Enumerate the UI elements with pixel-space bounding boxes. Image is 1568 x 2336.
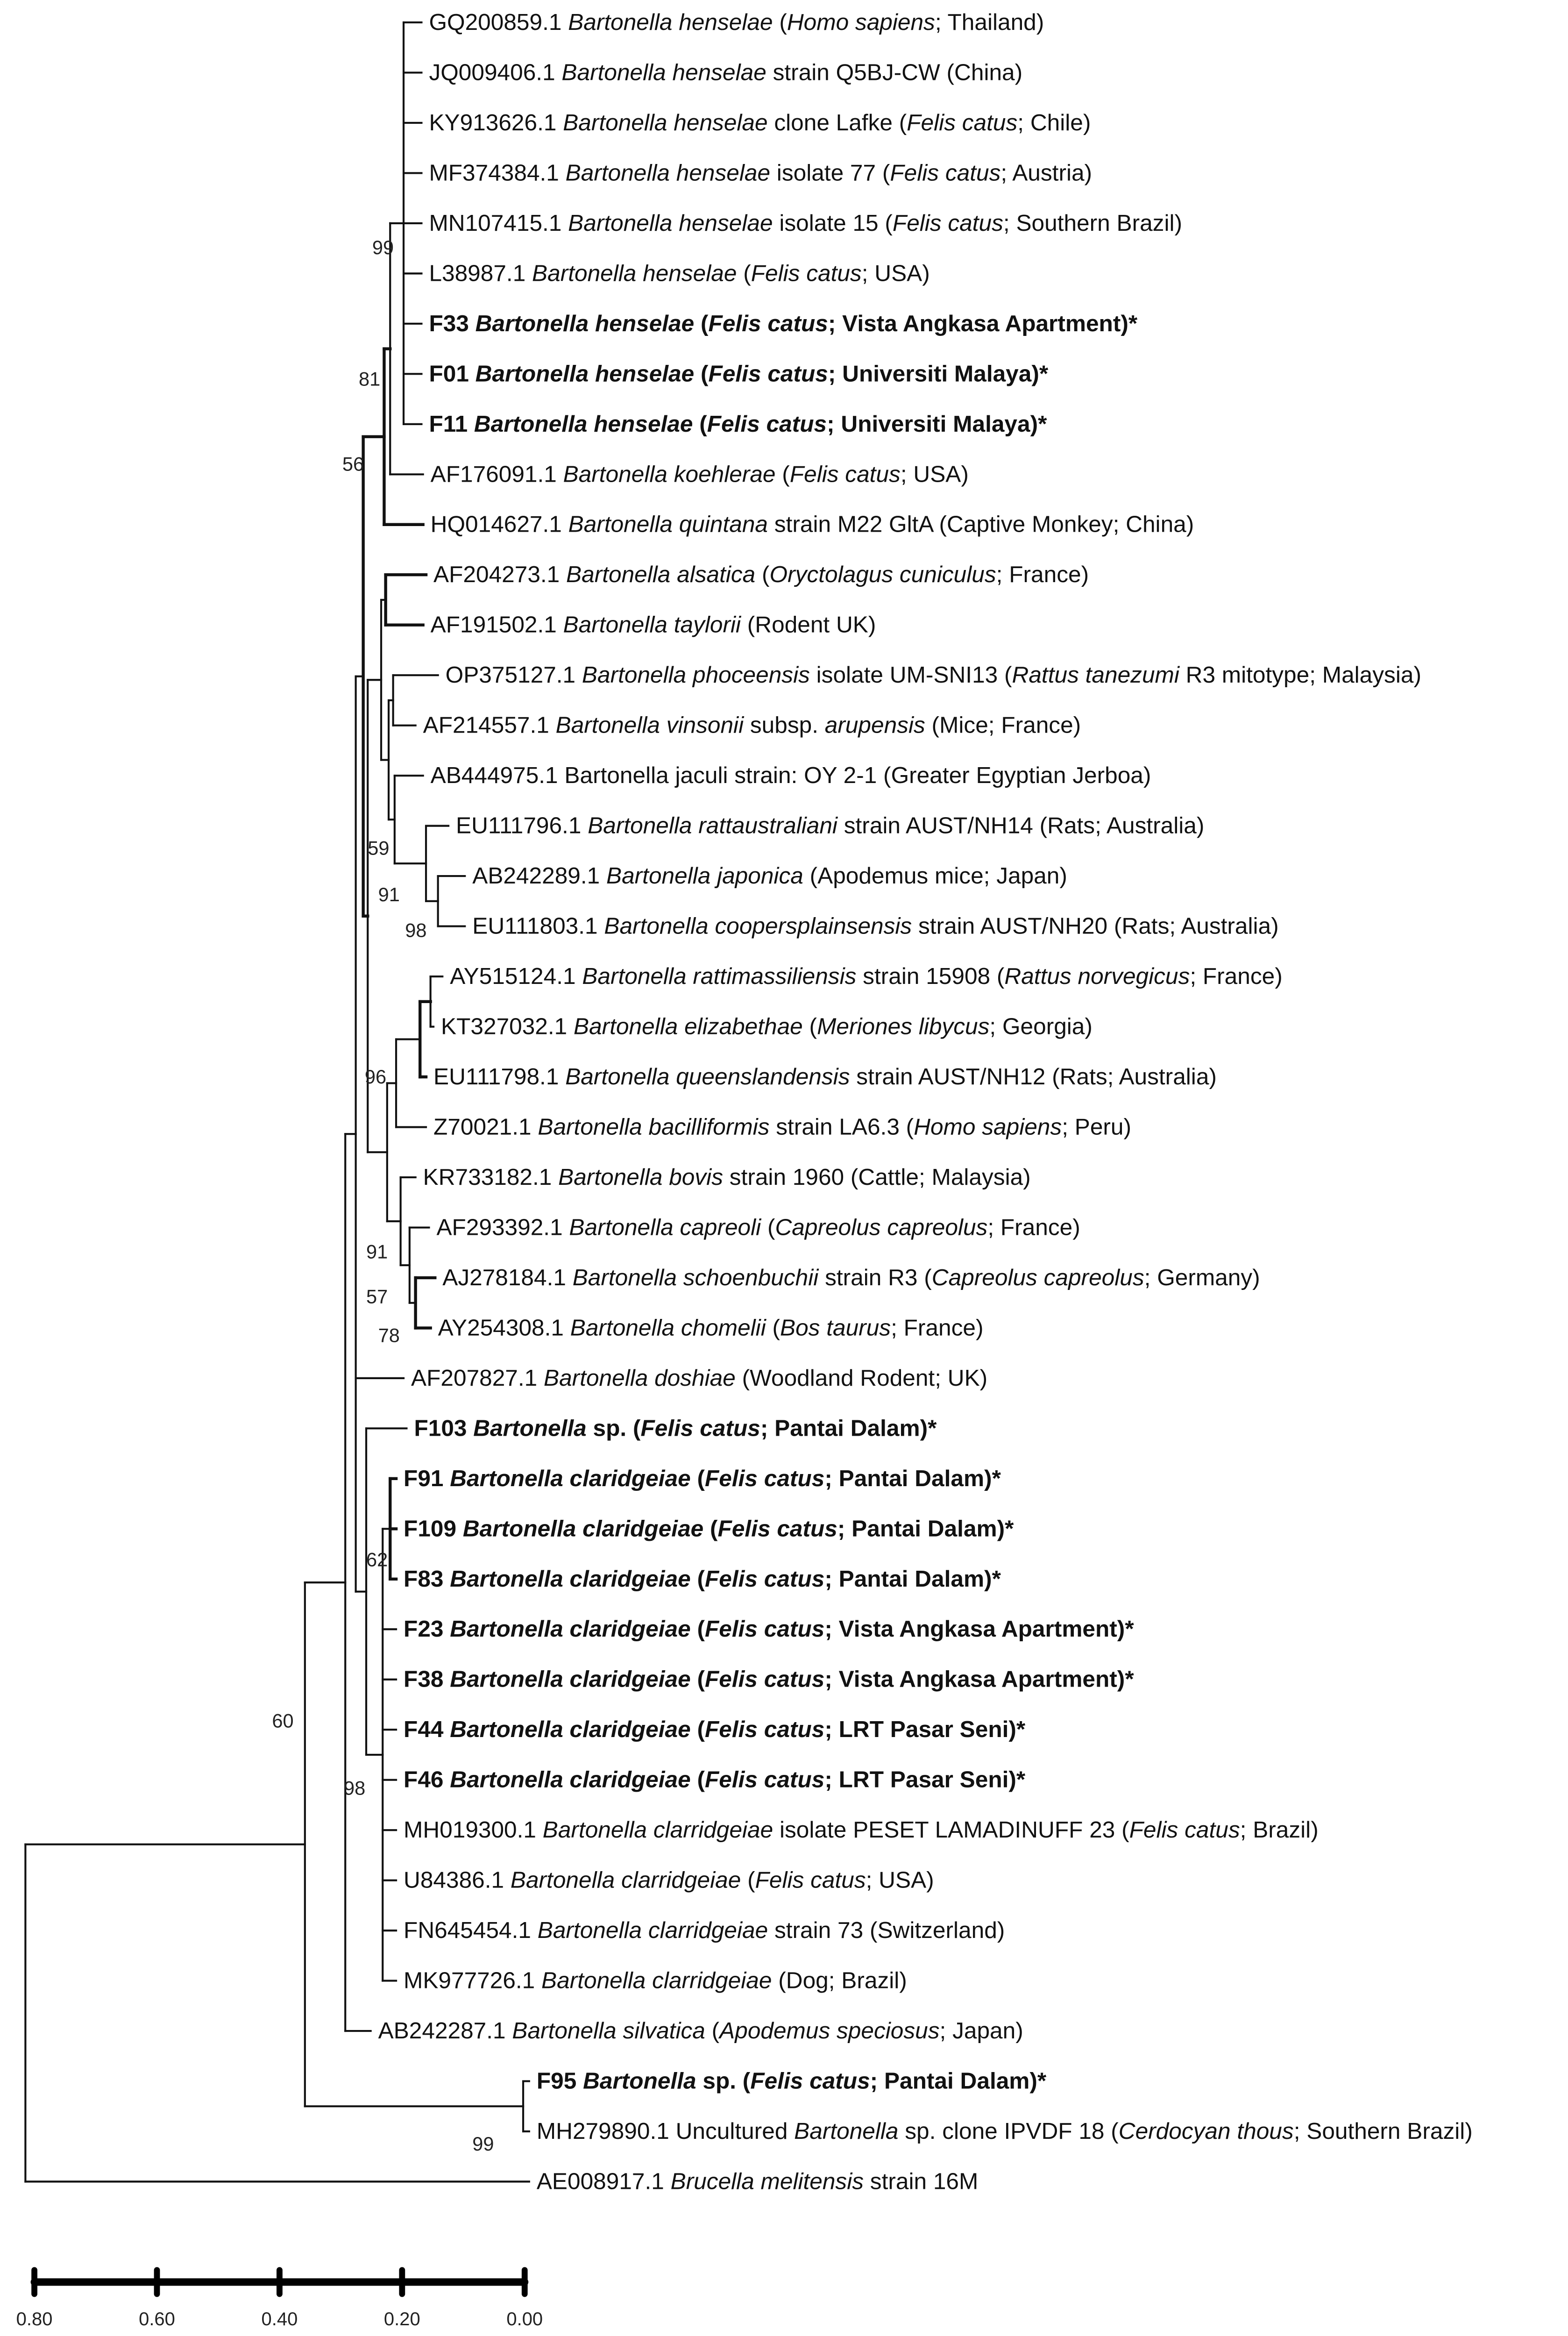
leaf-label-hq014627: HQ014627.1 Bartonella quintana strain M22 GltA (Captive Monkey; China): [430, 511, 1194, 537]
bootstrap-japonica-coopersplainsensis: 98: [405, 919, 427, 941]
scale-tick-label: 0.20: [383, 2309, 420, 2330]
leaf-label-mf374384: MF374384.1 Bartonella henselae isolate 77 (Felis catus; Austria): [429, 159, 1093, 186]
scale-bar: [16, 2270, 543, 2329]
scale-tick-label: 0.80: [16, 2309, 53, 2330]
leaf-label-f109: F109 Bartonella claridgeiae (Felis catus; Pantai Dalam)*: [404, 1515, 1014, 1542]
leaf-label-ay254308: AY254308.1 Bartonella chomelii (Bos taurus; France): [438, 1314, 984, 1341]
leaf-label-f91: F91 Bartonella claridgeiae (Felis catus; Pantai Dalam)*: [404, 1465, 1001, 1491]
leaf-label-f95: F95 Bartonella sp. (Felis catus; Pantai Dalam)*: [536, 2067, 1047, 2094]
leaf-label-ab242289: AB242289.1 Bartonella japonica (Apodemus mice; Japan): [472, 862, 1067, 889]
tree-branches: [25, 22, 529, 2182]
leaf-label-l38987: L38987.1 Bartonella henselae (Felis catus; USA): [429, 260, 930, 286]
leaf-label-f33: F33 Bartonella henselae (Felis catus; Vista Angkasa Apartment)*: [429, 310, 1138, 336]
leaf-labels: [378, 9, 1473, 2194]
bootstrap-claridgeiae-clade: 98: [344, 1777, 366, 1799]
bootstrap-claridgeiae-subclade: 62: [366, 1548, 388, 1571]
bootstrap-F95-MH279890: 99: [472, 2132, 494, 2155]
leaf-label-f01: F01 Bartonella henselae (Felis catus; Universiti Malaya)*: [429, 360, 1049, 387]
bootstrap-henselae-clade: 99: [372, 236, 394, 258]
scale-tick-label: 0.60: [139, 2309, 175, 2330]
bootstrap-ingroup: 60: [272, 1709, 294, 1732]
bootstrap-schoenbuchii-chomelii: 78: [378, 1324, 400, 1346]
leaf-label-z70021: Z70021.1 Bartonella bacilliformis strain LA6.3 (Homo sapiens; Peru): [433, 1113, 1132, 1140]
leaf-label-kr733182: KR733182.1 Bartonella bovis strain 1960 (Cattle; Malaysia): [423, 1163, 1031, 1190]
leaf-label-fn645454: FN645454.1 Bartonella clarridgeiae strain 73 (Switzerland): [404, 1917, 1005, 1944]
leaf-label-mh019300: MH019300.1 Bartonella clarridgeiae isolate PESET LAMADINUFF 23 (Felis catus; Brazil): [404, 1816, 1319, 1843]
leaf-label-ay515124: AY515124.1 Bartonella rattimassiliensis strain 15908 (Rattus norvegicus; France): [450, 963, 1283, 990]
leaf-label-eu111803: EU111803.1 Bartonella coopersplainsensis strain AUST/NH20 (Rats; Australia): [472, 912, 1279, 939]
leaf-label-af207827: AF207827.1 Bartonella doshiae (Woodland Rodent; UK): [411, 1364, 988, 1391]
leaf-label-f11: F11 Bartonella henselae (Felis catus; Universiti Malaya)*: [429, 410, 1047, 437]
leaf-label-eu111798: EU111798.1 Bartonella queenslandensis strain AUST/NH12 (Rats; Australia): [433, 1063, 1217, 1090]
leaf-label-f38: F38 Bartonella claridgeiae (Felis catus; Vista Angkasa Apartment)*: [404, 1666, 1134, 1692]
leaf-label-af176091: AF176091.1 Bartonella koehlerae (Felis catus; USA): [430, 461, 969, 487]
leaf-label-f83: F83 Bartonella claridgeiae (Felis catus; Pantai Dalam)*: [404, 1565, 1001, 1592]
leaf-label-mk977726: MK977726.1 Bartonella clarridgeiae (Dog; Brazil): [404, 1967, 907, 1994]
leaf-label-kt327032: KT327032.1 Bartonella elizabethae (Meriones libycus; Georgia): [441, 1013, 1093, 1040]
leaf-label-aj278184: AJ278184.1 Bartonella schoenbuchii strain R3 (Capreolus capreolus; Germany): [442, 1264, 1260, 1290]
leaf-label-af204273: AF204273.1 Bartonella alsatica (Oryctolagus cuniculus; France): [433, 561, 1089, 588]
bootstrap-henselae-koehlerae: 81: [359, 368, 381, 390]
leaf-label-mn107415: MN107415.1 Bartonella henselae isolate 15 (Felis catus; Southern Brazil): [429, 209, 1183, 236]
leaf-label-af191502: AF191502.1 Bartonella taylorii (Rodent UK): [430, 611, 876, 638]
leaf-label-f46: F46 Bartonella claridgeiae (Felis catus; LRT Pasar Seni)*: [404, 1766, 1026, 1793]
bootstrap-rattaustraliani-group: 91: [378, 883, 400, 905]
bootstrap-bovis-group: 91: [366, 1240, 388, 1263]
bootstrap-jaculi-group: 59: [368, 837, 390, 859]
leaf-label-jq009406: JQ009406.1 Bartonella henselae strain Q5BJ-CW (China): [429, 59, 1023, 85]
leaf-label-mh279890: MH279890.1 Uncultured Bartonella sp. clone IPVDF 18 (Cerdocyan thous; Southern Brazil): [536, 2118, 1473, 2144]
leaf-label-ky913626: KY913626.1 Bartonella henselae clone Lafke (Felis catus; Chile): [429, 109, 1091, 135]
leaf-label-ab444975: AB444975.1 Bartonella jaculi strain: OY 2-1 (Greater Egyptian Jerboa): [430, 762, 1151, 789]
leaf-label-f44: F44 Bartonella claridgeiae (Felis catus; LRT Pasar Seni)*: [404, 1716, 1026, 1743]
leaf-label-gq200859: GQ200859.1 Bartonella henselae (Homo sapiens; Thailand): [429, 8, 1044, 35]
bootstrap-capreoli-group: 57: [366, 1285, 388, 1308]
bootstrap-elizabethae-group: 96: [364, 1066, 387, 1088]
leaf-label-f103: F103 Bartonella sp. (Felis catus; Pantai Dalam)*: [414, 1415, 937, 1441]
leaf-label-ab242287: AB242287.1 Bartonella silvatica (Apodemus speciosus; Japan): [378, 2017, 1023, 2044]
leaf-label-u84386: U84386.1 Bartonella clarridgeiae (Felis catus; USA): [404, 1866, 934, 1893]
leaf-label-eu111796: EU111796.1 Bartonella rattaustraliani strain AUST/NH14 (Rats; Australia): [456, 812, 1205, 839]
leaf-label-f23: F23 Bartonella claridgeiae (Felis catus; Vista Angkasa Apartment)*: [404, 1616, 1134, 1642]
leaf-label-ae008917: AE008917.1 Brucella melitensis strain 16M: [536, 2168, 979, 2194]
leaf-label-af214557: AF214557.1 Bartonella vinsonii subsp. arupensis (Mice; France): [423, 712, 1081, 738]
leaf-label-op375127: OP375127.1 Bartonella phoceensis isolate UM-SNI13 (Rattus tanezumi R3 mitotype; Malaysia): [445, 662, 1421, 688]
bootstrap-henselae-quintana: 56: [342, 453, 364, 475]
scale-tick-label: 0.40: [261, 2309, 298, 2330]
leaf-label-af293392: AF293392.1 Bartonella capreoli (Capreolus capreolus; France): [436, 1214, 1080, 1240]
scale-tick-label: 0.00: [506, 2309, 543, 2330]
